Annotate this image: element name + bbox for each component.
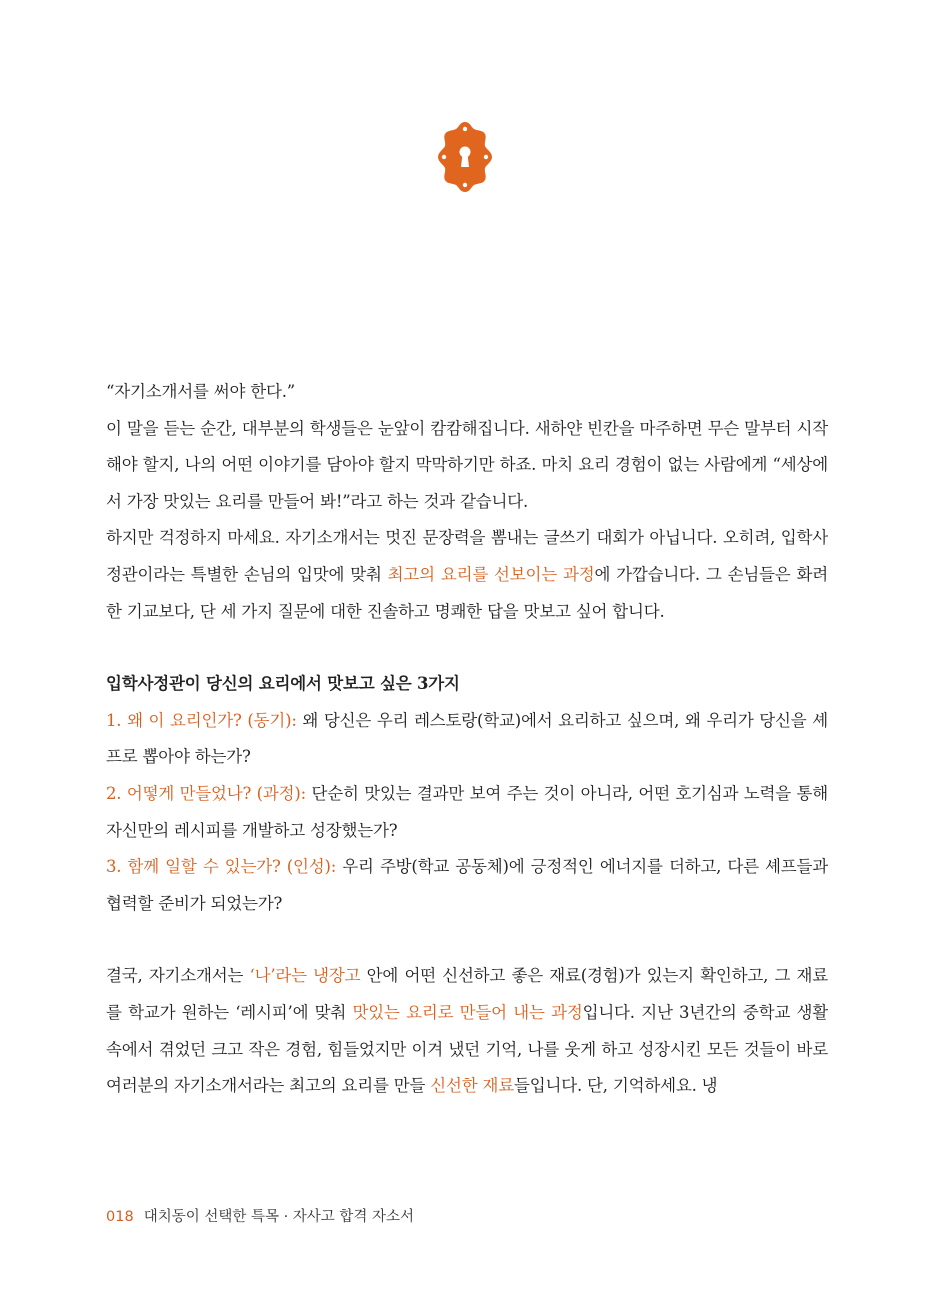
section-heading: 입학사정관이 당신의 요리에서 맛보고 싶은 3가지 <box>106 674 460 694</box>
list-item: 2. 어떻게 만들었나? (과정): 단순히 맛있는 결과만 보여 주는 것이 아니라, 어떤 호기심과 노력을 통해 자신만의 레시피를 개발하고 성장했는가? <box>106 783 828 840</box>
book-title: 대치동이 선택한 특목 · 자사고 합격 자소서 <box>143 1209 415 1225</box>
highlight-process: 최고의 요리를 선보이는 과정 <box>387 564 595 584</box>
main-text <box>106 374 828 1105</box>
item-label: 1. 왜 이 요리인가? (동기): <box>106 710 297 730</box>
paragraph-1: 이 말을 듣는 순간, 대부분의 학생들은 눈앞이 캄캄해집니다. 새하얀 빈칸을 마주하면 무슨 말부터 시작해야 할지, 나의 어떤 이야기를 담아야 할지 막막하기만 하죠. 마치 요리 경험이 없는 사람에게 “세상에서 가장 맛있는 요리를 만들어 봐!”라고 하는 것과 같습니다. <box>106 418 828 511</box>
item-label: 2. 어떻게 만들었나? (과정): <box>106 783 306 803</box>
keyhole-escutcheon-icon <box>436 121 494 193</box>
list-item: 3. 함께 일할 수 있는가? (인성): 우리 주방(학교 공동체)에 긍정적인 에너지를 더하고, 다른 셰프들과 협력할 준비가 되었는가? <box>106 857 828 913</box>
opening-quote: “자기소개서를 써야 한다.” <box>106 382 295 401</box>
highlight-ingredients: 신선한 재료 <box>430 1076 515 1096</box>
highlight-cooking: 맛있는 요리로 만들어 내는 과정 <box>352 1002 583 1022</box>
list-item: 1. 왜 이 요리인가? (동기): 왜 당신은 우리 레스토랑(학교)에서 요리하고 싶으며, 왜 우리가 당신을 셰프로 뽑아야 하는가? <box>106 710 828 767</box>
paragraph-2: 하지만 걱정하지 마세요. 자기소개서는 멋진 문장력을 뽐내는 글쓰기 대회가 아닙니다. 오히려, 입학사정관이라는 특별한 손님의 입맛에 맞춰 최고의 요리를 선보이는 과정에 가깝습니다. 그 손님들은 화려한 기교보다, 단 세 가지 질문에 대한 진솔하고 명쾌한 답을 맛보고 싶어 합니다. <box>106 528 828 621</box>
highlight-fridge: ‘나’라는 냉장고 <box>249 966 361 986</box>
page-footer <box>106 1205 414 1226</box>
item-label: 3. 함께 일할 수 있는가? (인성): <box>106 857 337 877</box>
closing-paragraph: 결국, 자기소개서는 ‘나’라는 냉장고 안에 어떤 신선하고 좋은 재료(경험)가 있는지 확인하고, 그 재료를 학교가 원하는 ‘레시피’에 맞춰 맛있는 요리로 만들어 내는 과정입니다. 지난 3년간의 중학교 생활 속에서 겪었던 크고 작은 경험, 힘들었지만 이겨 냈던 기억, 나를 웃게 하고 성장시킨 모든 것들이 바로 여러분의 자기소개서라는 최고의 요리를 만들 신선한 재료들입니다. 단, 기억하세요. 냉 <box>106 966 828 1096</box>
page-number: 018 <box>106 1209 134 1225</box>
